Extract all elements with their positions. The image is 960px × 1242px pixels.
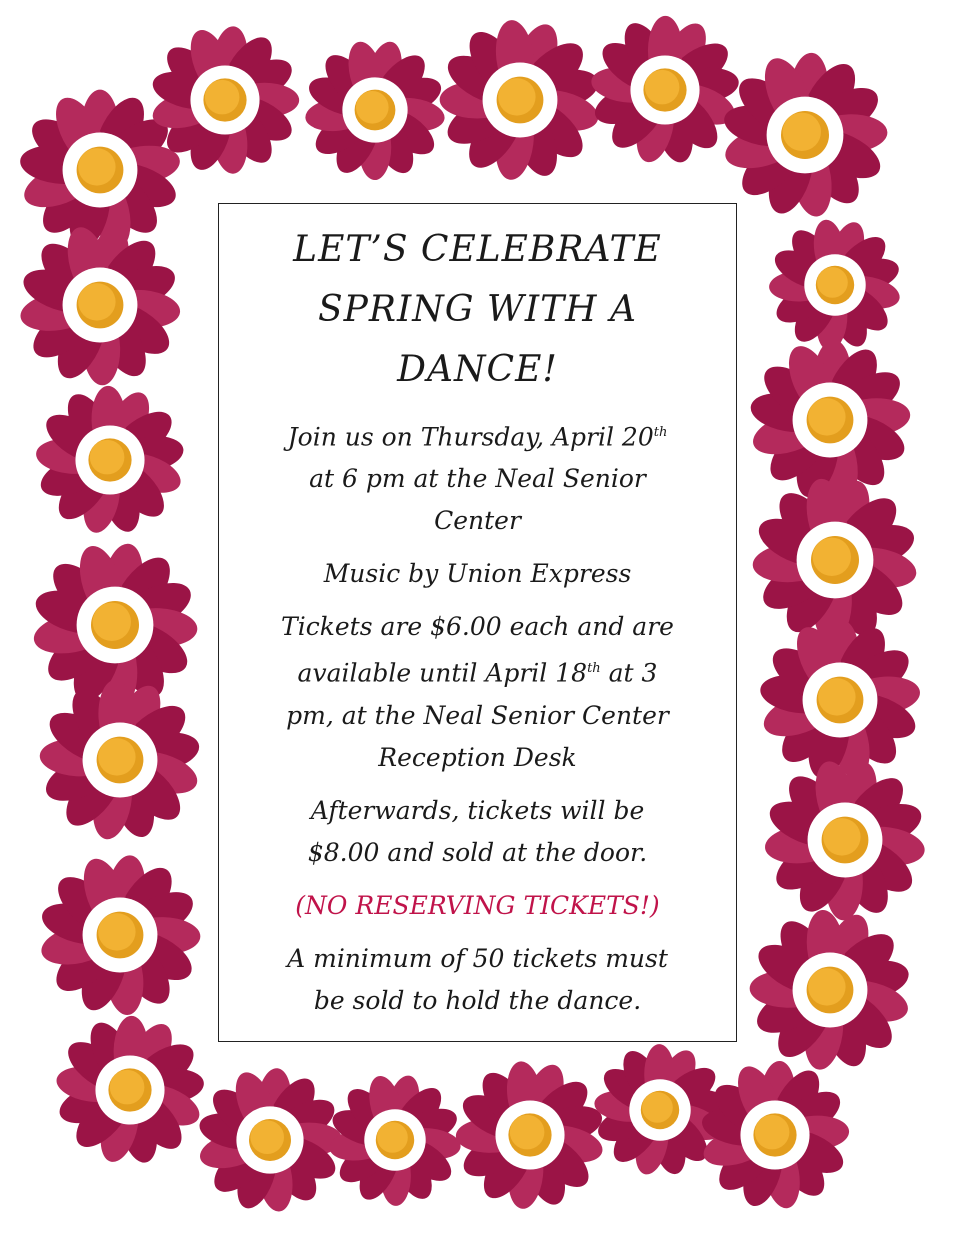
flower-center-highlight [98, 913, 135, 950]
ticket-deadline-text: available until April 18 [297, 658, 588, 688]
daisy-flower [769, 218, 903, 353]
flower-center-highlight [808, 968, 845, 1005]
flower-center-highlight [645, 70, 680, 105]
daisy-flower [763, 758, 927, 921]
daisy-flower [35, 385, 186, 536]
daisy-flower [749, 908, 912, 1072]
daisy-flower [748, 339, 912, 503]
ticket-price-text: Tickets are $6.00 each and are [281, 612, 674, 642]
flyer-title [231, 220, 724, 400]
flower-center-highlight [78, 283, 115, 320]
daisy-flower [699, 1060, 850, 1211]
door-price-text: $8.00 and sold at the door. [307, 837, 648, 867]
daisy-flower [440, 18, 603, 182]
daisy-flower [589, 16, 740, 166]
daisy-flower [758, 619, 922, 782]
afterwards-info [231, 790, 724, 874]
ticket-info [231, 606, 724, 778]
flower-center-highlight [510, 1115, 545, 1150]
location-text: Center [434, 506, 521, 536]
flower-center-highlight [823, 818, 860, 855]
flower-center-highlight [498, 78, 535, 115]
flower-center-highlight [808, 398, 845, 435]
flower-center-highlight [642, 1092, 673, 1123]
flower-center-highlight [356, 91, 389, 124]
flower-center-highlight [817, 267, 848, 298]
daisy-flower [196, 1067, 342, 1214]
flower-center-highlight [813, 538, 851, 576]
ticket-desk-text: Reception Desk [378, 742, 577, 772]
flower-center-highlight [110, 1070, 145, 1105]
ticket-location-text: pm, at the Neal Senior Center [286, 700, 669, 730]
flower-center-highlight [98, 738, 135, 775]
date-suffix: th [653, 425, 668, 440]
minimum-text: be sold to hold the dance. [313, 985, 642, 1015]
daisy-flower [456, 1059, 607, 1210]
daisy-flower [54, 1015, 205, 1166]
flower-center-highlight [818, 678, 855, 715]
flyer-notice [218, 203, 737, 1042]
minimum-tickets-info [231, 938, 724, 1022]
music-info: Music by Union Express [323, 559, 632, 589]
no-reserving-warning: (NO RESERVING TICKETS!) [295, 890, 660, 920]
title-line: SPRING WITH A [318, 289, 637, 330]
flower-center-highlight [205, 80, 240, 115]
title-line: DANCE! [397, 349, 558, 390]
ticket-deadline-time: at 3 [600, 658, 658, 688]
flower-center-highlight [78, 148, 115, 185]
afterwards-text: Afterwards, tickets will be [310, 795, 645, 825]
flower-center-highlight [377, 1122, 408, 1153]
minimum-text: A minimum of 50 tickets must [287, 943, 668, 973]
event-details [231, 412, 724, 542]
flower-center-highlight [93, 603, 131, 641]
flower-center-highlight [755, 1115, 790, 1150]
daisy-flower [328, 1072, 463, 1206]
daisy-flower [304, 38, 447, 180]
daisy-flower [39, 679, 203, 843]
title-line: LET’S CELEBRATE [293, 229, 662, 270]
daisy-flower [18, 223, 182, 386]
flower-center-highlight [90, 440, 125, 475]
flower-center-highlight [783, 113, 821, 151]
daisy-flower [720, 51, 888, 219]
flower-center-highlight [250, 1120, 284, 1154]
daisy-flower [38, 853, 201, 1017]
daisy-flower [752, 475, 920, 643]
time-location-text: at 6 pm at the Neal Senior [309, 464, 646, 494]
date-text: Join us on Thursday, April 20 [287, 422, 654, 452]
deadline-suffix: th [587, 661, 601, 677]
